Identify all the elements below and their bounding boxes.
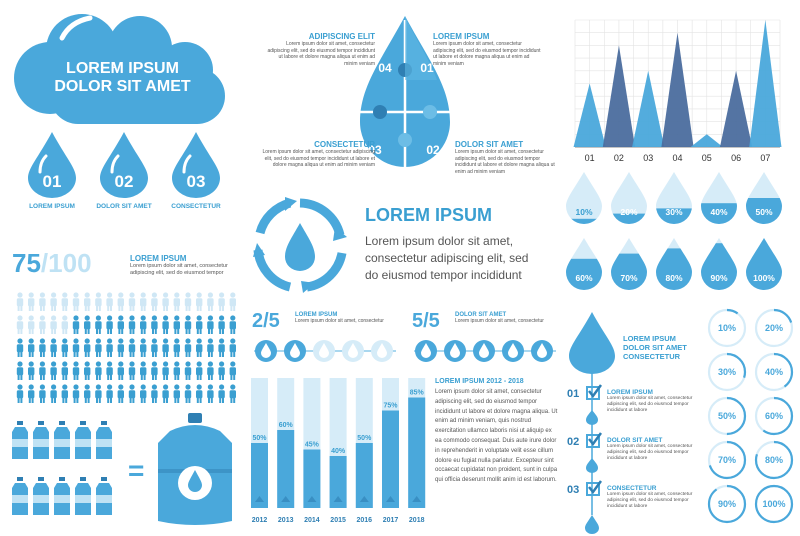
ratio-value — [12, 248, 92, 279]
small-bottle-icon — [54, 421, 70, 459]
person-icon — [174, 361, 180, 380]
small-bottle-icon — [75, 477, 91, 515]
steps-header — [623, 334, 687, 361]
step-title: CONSECTETUR — [607, 485, 657, 492]
drop-fill — [566, 219, 602, 224]
small-bottle-icon — [33, 477, 49, 515]
person-icon — [95, 384, 101, 403]
drop-number: 02 — [114, 172, 134, 191]
person-icon — [62, 292, 68, 311]
person-icon — [174, 315, 180, 334]
cycle-section — [245, 195, 555, 295]
person-icon — [50, 384, 56, 403]
person-icon — [151, 361, 157, 380]
drop-label: DOLOR SIT AMET — [96, 203, 152, 210]
puzzle-title: CONSECTETUR — [314, 140, 375, 149]
fill-drops-svg — [562, 170, 792, 295]
drop-percent: 80% — [665, 273, 683, 283]
ratio-total: 100 — [48, 248, 92, 278]
ring-label: 20% — [764, 323, 784, 333]
drop-fill — [656, 248, 692, 290]
puzzle-body: Lorem ipsum dolor sit amet, consectetur adipiscing elit, sed do eiusmod tempor incididunt ut labore et dolore magna aliqua ut enim ad minim veniam — [267, 41, 375, 67]
ring-label: 50% — [717, 411, 737, 421]
bar-value-label: 45% — [304, 441, 319, 449]
step-number: 01 — [567, 388, 580, 400]
step-text: Lorem ipsum dolor sit amet, consectetur adipiscing elit, sed do eiusmod tempor incididunt ut labore — [607, 492, 693, 510]
drop-percent: 70% — [620, 273, 638, 283]
step-item — [607, 485, 705, 511]
ring-label: 70% — [717, 455, 737, 465]
person-icon — [17, 384, 23, 403]
small-bottle-icon — [75, 421, 91, 459]
puzzle-title: DOLOR SIT AMET — [455, 140, 524, 149]
bar-x-label: 2018 — [408, 517, 425, 524]
person-icon — [106, 361, 112, 380]
bar — [382, 411, 399, 509]
person-icon — [39, 384, 45, 403]
small-bottle-icon — [12, 477, 28, 515]
step-number: 03 — [567, 484, 580, 496]
step-item — [607, 389, 705, 415]
bar — [408, 398, 425, 509]
drop-number: 03 — [186, 172, 206, 191]
x-tick-label: 01 — [584, 153, 595, 163]
person-icon — [84, 338, 90, 357]
drop-percent: 50% — [755, 207, 773, 217]
ring-grid — [705, 308, 797, 530]
person-icon — [118, 384, 124, 403]
cycle-text-line: consectetur adipiscing elit, sed — [365, 251, 529, 265]
person-icon — [50, 315, 56, 334]
person-icon — [162, 315, 168, 334]
bar-value-label: 50% — [357, 435, 372, 442]
drop-item — [162, 130, 232, 210]
peak-chart-svg — [565, 12, 790, 172]
person-icon — [140, 315, 146, 334]
drop-percent: 20% — [620, 207, 638, 217]
person-icon — [196, 338, 202, 357]
person-icon — [196, 315, 202, 334]
drop-label: LOREM IPSUM — [29, 203, 75, 210]
water-drop-icon — [170, 130, 222, 198]
fraction-text: Lorem ipsum dolor sit amet, consectetur — [295, 318, 384, 324]
small-bottle-icon — [12, 421, 28, 459]
big-bottle-icon — [158, 413, 232, 525]
person-icon — [207, 338, 213, 357]
bar-x-label: 2014 — [304, 517, 320, 524]
person-icon — [118, 361, 124, 380]
puzzle-title: ADIPISCING ELIT — [308, 32, 375, 41]
person-icon — [140, 338, 146, 357]
fraction-label: 5/5 — [412, 310, 440, 332]
person-icon — [129, 384, 135, 403]
person-icon — [162, 292, 168, 311]
steps-header-line: LOREM IPSUM — [623, 334, 676, 343]
person-icon — [39, 338, 45, 357]
person-icon — [28, 315, 34, 334]
cycle-text-line: Lorem ipsum dolor sit amet, — [365, 234, 514, 248]
puzzle-piece: 03 — [368, 143, 382, 157]
x-tick-label: 03 — [643, 153, 654, 163]
person-icon — [118, 292, 124, 311]
person-icon — [28, 338, 34, 357]
person-icon — [230, 384, 236, 403]
person-icon — [207, 315, 213, 334]
drop-percent: 100% — [753, 273, 775, 283]
person-icon — [106, 292, 112, 311]
drop-fill — [611, 254, 647, 290]
ratio-big: 75 — [12, 248, 41, 278]
person-icon — [185, 361, 191, 380]
steps-header-line: CONSECTETUR — [623, 352, 681, 361]
puzzle-text-tl — [265, 32, 375, 67]
person-icon — [50, 338, 56, 357]
person-icon — [28, 361, 34, 380]
person-icon — [151, 315, 157, 334]
person-icon — [185, 384, 191, 403]
person-icon — [162, 384, 168, 403]
ratio-title: LOREM IPSUM — [130, 254, 187, 263]
person-icon — [73, 292, 79, 311]
fraction-2-5 — [250, 310, 400, 365]
bottles-section — [10, 413, 240, 531]
drop-item — [18, 130, 88, 215]
peak-chart — [565, 12, 790, 172]
fraction-title: DOLOR SIT AMET — [455, 312, 507, 318]
person-icon — [129, 292, 135, 311]
person-icon — [174, 384, 180, 403]
water-drop-icon — [26, 130, 78, 198]
person-icon — [230, 315, 236, 334]
person-icon — [162, 338, 168, 357]
fraction-5-5 — [410, 310, 560, 365]
person-icon — [174, 292, 180, 311]
bar-value-label: 50% — [252, 435, 267, 442]
rings-svg — [705, 308, 797, 530]
step-title: LOREM IPSUM — [607, 389, 653, 396]
bar-chart-svg — [245, 372, 435, 530]
person-icon — [39, 292, 45, 311]
puzzle-piece: 01 — [420, 61, 434, 75]
ring-label: 60% — [764, 411, 784, 421]
drop-label: CONSECTETUR — [171, 203, 221, 210]
person-icon — [218, 384, 224, 403]
person-icon — [196, 292, 202, 311]
drop-number: 01 — [42, 172, 62, 191]
puzzle-body: Lorem ipsum dolor sit amet, consectetur adipiscing elit, sed do eiusmod tempor incididunt ut labore et dolore magna aliqua ut enim ad minim veniam — [455, 149, 555, 175]
cloud-title-2: DOLOR SIT AMET — [54, 78, 191, 95]
person-icon — [218, 292, 224, 311]
ring-label: 10% — [717, 323, 737, 333]
person-icon — [185, 338, 191, 357]
drop-percent: 40% — [710, 207, 728, 217]
person-icon — [95, 292, 101, 311]
person-icon — [73, 315, 79, 334]
person-icon — [106, 338, 112, 357]
step-title: DOLOR SIT AMET — [607, 437, 663, 444]
person-icon — [62, 338, 68, 357]
bar-x-label: 2012 — [251, 517, 268, 524]
small-bottle-icon — [33, 421, 49, 459]
ring-label: 40% — [764, 367, 784, 377]
person-icon — [84, 315, 90, 334]
bar-chart-text — [435, 378, 560, 486]
person-icon — [230, 361, 236, 380]
x-tick-label: 07 — [760, 153, 771, 163]
cloud-title-1: LOREM IPSUM — [66, 60, 179, 77]
person-icon — [118, 338, 124, 357]
person-icon — [106, 384, 112, 403]
bar-x-label: 2013 — [277, 517, 294, 524]
person-icon — [230, 338, 236, 357]
small-bottle-icon — [96, 477, 112, 515]
bar-value-label: 60% — [278, 422, 293, 429]
person-icon — [17, 338, 23, 357]
equals-sign: = — [128, 455, 145, 486]
person-icon — [28, 384, 34, 403]
person-icon — [129, 315, 135, 334]
bottles-svg — [10, 413, 240, 531]
person-icon — [207, 292, 213, 311]
person-icon — [73, 384, 79, 403]
bar-chart-body: Lorem ipsum dolor sit amet, consectetur adipiscing elit, sed do eiusmod tempor incididunt ut labore et dolore magna aliqua. Ut enim ad minim veniam, quis nostrud exercitation ullamco laboris nisi ut aliquip ex ea commodo consequat. Duis aute irure dolor in reprehenderit in voluptate velit esse cillum dolore eu fugiat nulla pariatur. Excepteur sint occaecat cupidatat non proident, sunt in culpa qui officia deserunt mollit anim id est laborum. — [435, 389, 558, 484]
person-icon — [162, 361, 168, 380]
person-icon — [62, 315, 68, 334]
person-icon — [84, 361, 90, 380]
person-icon — [129, 361, 135, 380]
person-icon — [62, 384, 68, 403]
bar-value-label: 40% — [331, 448, 346, 455]
x-tick-label: 06 — [731, 153, 742, 163]
puzzle-text-bl — [255, 140, 375, 169]
fraction-text: Lorem ipsum dolor sit amet, consectetur — [455, 318, 544, 324]
person-icon — [151, 338, 157, 357]
person-icon — [39, 315, 45, 334]
puzzle-text-br — [455, 140, 555, 175]
steps-section — [565, 310, 705, 530]
bar-value-label: 85% — [409, 389, 424, 397]
x-tick-label: 04 — [672, 153, 683, 163]
x-tick-label: 02 — [613, 153, 624, 163]
water-drop-icon — [98, 130, 150, 198]
person-icon — [196, 384, 202, 403]
step-text: Lorem ipsum dolor sit amet, consectetur adipiscing elit, sed do eiusmod tempor incididunt ut labore — [607, 396, 693, 414]
drop-item — [90, 130, 160, 210]
bar-chart — [245, 372, 435, 532]
three-drops — [18, 130, 228, 240]
puzzle-text-tr — [433, 32, 543, 67]
person-icon — [151, 384, 157, 403]
person-icon — [28, 292, 34, 311]
drop-percent: 10% — [575, 207, 593, 217]
person-icon — [84, 384, 90, 403]
person-icon — [185, 292, 191, 311]
fraction-title: LOREM IPSUM — [295, 312, 338, 318]
peak-mark — [691, 134, 723, 147]
person-icon — [17, 315, 23, 334]
puzzle-body: Lorem ipsum dolor sit amet, consectetur adipiscing elit, sed do eiusmod tempor incididunt ut labore et dolore magna aliqua ut enim ad minim veniam — [262, 149, 375, 168]
person-icon — [196, 361, 202, 380]
fraction-label: 2/5 — [252, 310, 280, 332]
person-icon — [106, 315, 112, 334]
cycle-arrows-icon — [245, 195, 355, 295]
puzzle-piece: 02 — [426, 143, 440, 157]
bar-x-label: 2017 — [382, 517, 399, 524]
person-icon — [151, 292, 157, 311]
person-icon — [73, 361, 79, 380]
person-icon — [84, 292, 90, 311]
person-icon — [17, 361, 23, 380]
small-bottle-icon — [54, 477, 70, 515]
ring-label: 80% — [764, 455, 784, 465]
cloud-panel — [10, 8, 235, 128]
peak-mark — [661, 33, 693, 147]
ring-label: 30% — [717, 367, 737, 377]
person-icon — [73, 338, 79, 357]
person-icon — [174, 338, 180, 357]
people-grid — [12, 288, 242, 408]
x-tick-label: 05 — [701, 153, 712, 163]
steps-header-line: DOLOR SIT AMET — [623, 343, 687, 352]
step-number: 02 — [567, 436, 580, 448]
cycle-text-line: do eiusmod tempor incididunt — [365, 268, 522, 282]
puzzle-body: Lorem ipsum dolor sit amet, consectetur adipiscing elit, sed do eiusmod tempor incididunt ut labore et dolore magna aliqua ut enim ad minim veniam — [433, 41, 541, 67]
puzzle-title: LOREM IPSUM — [433, 32, 490, 41]
step-item — [607, 437, 705, 463]
fraction-drops — [250, 338, 400, 364]
cycle-title: LOREM IPSUM — [365, 205, 493, 225]
person-icon — [129, 338, 135, 357]
person-icon — [95, 361, 101, 380]
ring-label: 100% — [762, 499, 786, 509]
bar-x-label: 2015 — [330, 517, 346, 524]
person-icon — [95, 338, 101, 357]
drop-percent: 90% — [710, 273, 728, 283]
small-bottle-icon — [96, 421, 112, 459]
bar-chart-title: LOREM IPSUM 2012 - 2018 — [435, 378, 524, 385]
ratio-slash: / — [40, 248, 49, 278]
person-icon — [140, 292, 146, 311]
person-icon — [39, 361, 45, 380]
drop-percent: 30% — [665, 207, 683, 217]
fraction-drops — [410, 338, 560, 364]
fill-drops — [562, 170, 792, 295]
puzzle-section — [255, 12, 555, 192]
ratio-section — [12, 248, 242, 408]
person-icon — [62, 361, 68, 380]
person-icon — [185, 315, 191, 334]
bar-x-label: 2016 — [356, 517, 373, 524]
person-icon — [17, 292, 23, 311]
person-icon — [207, 361, 213, 380]
person-icon — [218, 315, 224, 334]
person-icon — [50, 361, 56, 380]
person-icon — [140, 384, 146, 403]
person-icon — [207, 384, 213, 403]
person-icon — [140, 361, 146, 380]
peak-mark — [574, 84, 606, 148]
person-icon — [218, 338, 224, 357]
ring-label: 90% — [717, 499, 737, 509]
person-icon — [118, 315, 124, 334]
person-icon — [50, 292, 56, 311]
drop-percent: 60% — [575, 273, 593, 283]
person-icon — [218, 361, 224, 380]
step-text: Lorem ipsum dolor sit amet, consectetur adipiscing elit, sed do eiusmod tempor incididunt ut labore — [607, 444, 693, 462]
bar-value-label: 75% — [383, 402, 398, 410]
person-icon — [230, 292, 236, 311]
person-icon — [95, 315, 101, 334]
ratio-text: Lorem ipsum dolor sit amet, consectetur adipiscing elit, sed do eiusmod tempor — [130, 263, 228, 276]
puzzle-piece: 04 — [378, 61, 392, 75]
